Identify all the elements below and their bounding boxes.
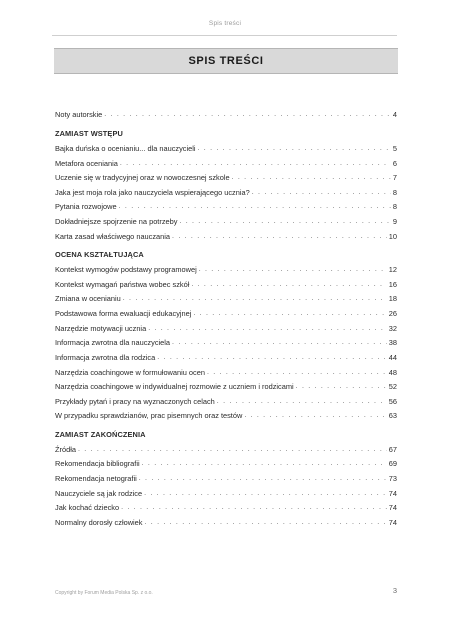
toc-entry-label: Rekomendacja bibliografii: [55, 459, 140, 469]
toc-entry[interactable]: [55, 211, 397, 226]
toc-entry[interactable]: [55, 483, 397, 498]
table-of-contents: [55, 104, 397, 527]
toc-entry-page: 32: [388, 323, 397, 333]
toc-entry-label: Informacja zwrotna dla nauczyciela: [55, 338, 171, 348]
running-header: Spis treści: [208, 20, 242, 27]
toc-entry-label: Przykłady pytań i pracy na wyznaczonych celach: [55, 396, 215, 406]
leader-dots: [198, 144, 391, 153]
leader-dots: [148, 324, 387, 333]
toc-entry[interactable]: [55, 182, 397, 197]
leader-dots: [139, 474, 387, 483]
toc-entry[interactable]: [55, 498, 397, 513]
leader-dots: [252, 188, 391, 197]
toc-entry-page: 6: [392, 158, 397, 168]
toc-entry-page: 10: [388, 231, 397, 241]
toc-entry-page: 56: [388, 396, 397, 406]
leader-dots: [123, 294, 387, 303]
leader-dots: [157, 353, 387, 362]
toc-entry-label: Jak kochać dziecko: [55, 503, 120, 513]
leader-dots: [119, 202, 391, 211]
leader-dots: [193, 309, 386, 318]
toc-entry[interactable]: [55, 333, 397, 348]
toc-entry-page: 52: [388, 382, 397, 392]
leader-dots: [121, 503, 387, 512]
toc-entry-label: Rekomendacja netografii: [55, 474, 137, 484]
toc-entry-page: 69: [388, 459, 397, 469]
toc-entry-page: 26: [388, 308, 397, 318]
leader-dots: [144, 518, 386, 527]
toc-entry[interactable]: [55, 318, 397, 333]
toc-entry[interactable]: [55, 153, 397, 168]
toc-entry[interactable]: [55, 303, 397, 318]
toc-entry[interactable]: [55, 406, 397, 421]
toc-entry-page: 9: [392, 217, 397, 227]
toc-entry-page: 63: [388, 411, 397, 421]
toc-entry-label: Narzędzia coachingowe w indywidualnej rozmowie z uczniem i rodzicami: [55, 382, 294, 392]
toc-entry-label: Nauczyciele są jak rodzice: [55, 488, 143, 498]
toc-entry-label: Zmiana w ocenianiu: [55, 294, 121, 304]
leader-dots: [179, 217, 390, 226]
toc-entry-label: Normalny dorosły człowiek: [55, 517, 143, 527]
toc-entry-page: 38: [388, 338, 397, 348]
leader-dots: [217, 397, 387, 406]
toc-entry[interactable]: [55, 274, 397, 289]
toc-entry-page: 8: [392, 187, 397, 197]
toc-entry-label: Podstawowa forma ewaluacji edukacyjnej: [55, 308, 192, 318]
leader-dots: [199, 265, 387, 274]
toc-entry[interactable]: [55, 289, 397, 304]
leader-dots: [142, 459, 387, 468]
toc-entry[interactable]: [55, 168, 397, 183]
page-title: SPIS TREŚCI: [54, 48, 398, 74]
toc-entry-label: Źródła: [55, 444, 76, 454]
toc-entry-page: 5: [392, 143, 397, 153]
toc-entry-label: Uczenie się w tradycyjnej oraz w nowoczesnej szkole: [55, 173, 230, 183]
toc-entry-label: Kontekst wymagań państwa wobec szkół: [55, 279, 190, 289]
toc-entry[interactable]: [55, 197, 397, 212]
toc-entry[interactable]: [55, 138, 397, 153]
leader-dots: [144, 489, 387, 498]
toc-entry[interactable]: [55, 362, 397, 377]
toc-sections: [55, 124, 397, 527]
toc-entry[interactable]: [55, 439, 397, 454]
leader-dots: [172, 232, 387, 241]
toc-entry-page: 67: [388, 444, 397, 454]
toc-entry-label: Bajka duńska o ocenianiu... dla nauczycieli: [55, 143, 196, 153]
footer-copyright: Copyright by Forum Media Polska Sp. z o.o.: [55, 590, 153, 596]
toc-entry-page: 8: [392, 202, 397, 212]
toc-entry[interactable]: [55, 512, 397, 527]
leader-dots: [296, 382, 387, 391]
leader-dots: [104, 110, 391, 119]
toc-entry[interactable]: [55, 104, 397, 119]
leader-dots: [120, 159, 391, 168]
toc-section-heading: ZAMIAST WSTĘPU: [55, 129, 123, 139]
toc-entry-page: 74: [388, 503, 397, 513]
toc-entry[interactable]: [55, 226, 397, 241]
leader-dots: [78, 445, 387, 454]
toc-entry-page: 44: [388, 352, 397, 362]
leader-dots: [207, 368, 387, 377]
toc-entry[interactable]: [55, 468, 397, 483]
toc-entry-label: Informacja zwrotna dla rodzica: [55, 352, 156, 362]
toc-entry-label: Narzędzia coachingowe w formułowaniu ocen: [55, 367, 205, 377]
header-rule: [52, 35, 397, 36]
toc-entry-page: 16: [388, 279, 397, 289]
toc-entry[interactable]: [55, 391, 397, 406]
toc-entry-label: Kontekst wymogów podstawy programowej: [55, 265, 197, 275]
toc-entry-page: 73: [388, 474, 397, 484]
toc-section-heading: OCENA KSZTAŁTUJĄCA: [55, 250, 144, 260]
leader-dots: [244, 411, 386, 420]
leader-dots: [191, 280, 386, 289]
toc-entry-page: 4: [392, 109, 397, 119]
toc-entry-label: Jaka jest moja rola jako nauczyciela wspierającego ucznia?: [55, 187, 250, 197]
toc-entry-label: Noty autorskie: [55, 109, 103, 119]
toc-entry-label: W przypadku sprawdzianów, prac pisemnych oraz testów: [55, 411, 243, 421]
toc-entry-page: 74: [388, 488, 397, 498]
toc-entry-page: 48: [388, 367, 397, 377]
leader-dots: [232, 173, 391, 182]
toc-entry-label: Metafora oceniania: [55, 158, 118, 168]
toc-entry[interactable]: [55, 377, 397, 392]
leader-dots: [172, 338, 387, 347]
toc-entry[interactable]: [55, 347, 397, 362]
toc-entry-page: 7: [392, 173, 397, 183]
toc-section-heading: ZAMIAST ZAKOŃCZENIA: [55, 430, 146, 440]
toc-entry[interactable]: [55, 454, 397, 469]
toc-entry-page: 12: [388, 265, 397, 275]
toc-entry-page: 74: [388, 517, 397, 527]
toc-entry-page: 18: [388, 294, 397, 304]
toc-entry-label: Pytania rozwojowe: [55, 202, 117, 212]
toc-entry[interactable]: [55, 259, 397, 274]
toc-entry-label: Narzędzie motywacji ucznia: [55, 323, 147, 333]
toc-entry-label: Karta zasad właściwego nauczania: [55, 231, 171, 241]
footer-page-number: 3: [392, 586, 397, 595]
toc-entry-label: Dokładniejsze spojrzenie na potrzeby: [55, 217, 178, 227]
